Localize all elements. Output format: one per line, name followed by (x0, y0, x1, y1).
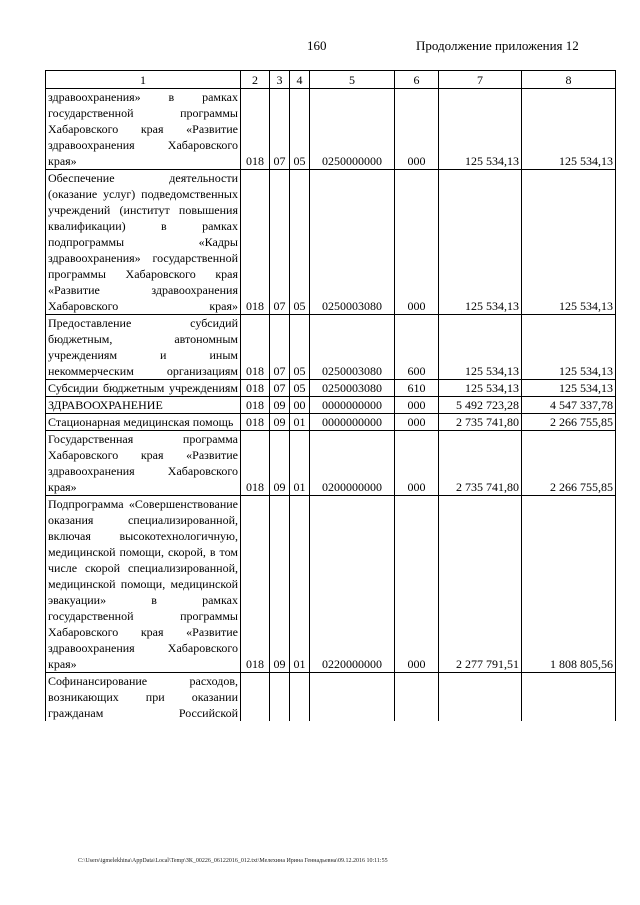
cell-section: 09 (270, 414, 290, 431)
table-row (46, 315, 616, 380)
row-description: Подпрограмма «Совершенствование оказания специализированной, включая высокотехнологичную, медицинской помощи, скорой, в том числе скорой специализированной, медицинской помощи, медицинской эвакуации» в рамках государственной программы Хабаровского края «Развитие здравоохранения Хабаровского края» (46, 496, 241, 673)
cell-target-article: 0250003080 (310, 315, 395, 380)
cell-amount-2: 2 266 755,85 (522, 414, 616, 431)
column-header: 8 (522, 71, 616, 89)
cell-amount-1: 125 534,13 (439, 89, 522, 170)
cell-ministry: 018 (241, 397, 270, 414)
table-row (46, 397, 616, 414)
cell-amount-1: 2 735 741,80 (439, 431, 522, 496)
column-header: 1 (46, 71, 241, 89)
cell-amount-1: 2 735 741,80 (439, 414, 522, 431)
row-description: Стационарная медицинская помощь (46, 414, 241, 431)
cell-ministry: 018 (241, 89, 270, 170)
table-row (46, 673, 616, 722)
cell-subsection: 05 (290, 170, 310, 315)
cell-section (270, 673, 290, 722)
cell-amount-2 (522, 673, 616, 722)
cell-expense-type: 000 (395, 170, 439, 315)
cell-amount-1: 125 534,13 (439, 380, 522, 397)
row-description: здравоохранения» в рамках государственной программы Хабаровского края «Развитие здравоохранения Хабаровского края» (46, 89, 241, 170)
cell-subsection: 05 (290, 89, 310, 170)
cell-amount-2: 125 534,13 (522, 89, 616, 170)
row-description: Государственная программа Хабаровского края «Развитие здравоохранения Хабаровского края» (46, 431, 241, 496)
cell-expense-type: 600 (395, 315, 439, 380)
cell-target-article: 0000000000 (310, 397, 395, 414)
cell-ministry: 018 (241, 380, 270, 397)
cell-amount-2: 125 534,13 (522, 170, 616, 315)
cell-ministry (241, 673, 270, 722)
cell-expense-type: 610 (395, 380, 439, 397)
table-row (46, 431, 616, 496)
cell-subsection: 01 (290, 414, 310, 431)
cell-ministry: 018 (241, 170, 270, 315)
cell-expense-type: 000 (395, 496, 439, 673)
cell-target-article: 0200000000 (310, 431, 395, 496)
column-header: 4 (290, 71, 310, 89)
cell-expense-type (395, 673, 439, 722)
cell-section: 07 (270, 380, 290, 397)
cell-ministry: 018 (241, 431, 270, 496)
cell-expense-type: 000 (395, 431, 439, 496)
cell-amount-1: 2 277 791,51 (439, 496, 522, 673)
cell-subsection: 05 (290, 380, 310, 397)
row-description: Субсидии бюджетным учреждениям (46, 380, 241, 397)
cell-ministry: 018 (241, 496, 270, 673)
cell-subsection (290, 673, 310, 722)
column-header: 5 (310, 71, 395, 89)
table-row (46, 496, 616, 673)
row-description: Предоставление субсидий бюджетным, автономным учреждениям и иным некоммерческим организациям (46, 315, 241, 380)
cell-amount-2: 125 534,13 (522, 380, 616, 397)
cell-section: 07 (270, 170, 290, 315)
column-header: 7 (439, 71, 522, 89)
cell-expense-type: 000 (395, 397, 439, 414)
row-description: ЗДРАВООХРАНЕНИЕ (46, 397, 241, 414)
budget-table (45, 70, 616, 721)
cell-amount-1: 5 492 723,28 (439, 397, 522, 414)
cell-section: 07 (270, 315, 290, 380)
cell-ministry: 018 (241, 414, 270, 431)
row-description: Обеспечение деятельности (оказание услуг) подведомственных учреждений (институт повышения квалификации) в рамках подпрограммы «Кадры здравоохранения» государственной программы Хабаровского края «Развитие здравоохранения Хабаровского края» (46, 170, 241, 315)
cell-amount-2: 125 534,13 (522, 315, 616, 380)
table-row (46, 89, 616, 170)
cell-target-article: 0220000000 (310, 496, 395, 673)
cell-amount-2: 1 808 805,56 (522, 496, 616, 673)
cell-section: 09 (270, 496, 290, 673)
cell-ministry: 018 (241, 315, 270, 380)
cell-amount-1 (439, 673, 522, 722)
table-row (46, 380, 616, 397)
column-header: 2 (241, 71, 270, 89)
column-header: 3 (270, 71, 290, 89)
cell-target-article: 0250000000 (310, 89, 395, 170)
table-row (46, 414, 616, 431)
row-description: Софинансирование расходов, возникающих при оказании гражданам Российской (46, 673, 241, 722)
cell-subsection: 05 (290, 315, 310, 380)
cell-amount-1: 125 534,13 (439, 170, 522, 315)
cell-expense-type: 000 (395, 414, 439, 431)
table-row (46, 170, 616, 315)
page-number: 160 (307, 38, 327, 53)
cell-amount-2: 4 547 337,78 (522, 397, 616, 414)
continuation-label: Продолжение приложения 12 (416, 38, 579, 53)
cell-section: 09 (270, 397, 290, 414)
cell-target-article: 0250003080 (310, 380, 395, 397)
cell-target-article: 0250003080 (310, 170, 395, 315)
cell-subsection: 01 (290, 431, 310, 496)
cell-amount-1: 125 534,13 (439, 315, 522, 380)
cell-amount-2: 2 266 755,85 (522, 431, 616, 496)
cell-section: 07 (270, 89, 290, 170)
cell-target-article: 0000000000 (310, 414, 395, 431)
file-path-footer: C:\Users\igmelekhina\AppData\Local\Temp\ЗК_00226_06122016_012.txt\Мелехина Ирина Геннадьевна\09.12.2016 10:11:55 (78, 858, 388, 864)
cell-expense-type: 000 (395, 89, 439, 170)
table-header-row (46, 71, 616, 89)
cell-subsection: 00 (290, 397, 310, 414)
cell-target-article (310, 673, 395, 722)
cell-section: 09 (270, 431, 290, 496)
cell-subsection: 01 (290, 496, 310, 673)
column-header: 6 (395, 71, 439, 89)
